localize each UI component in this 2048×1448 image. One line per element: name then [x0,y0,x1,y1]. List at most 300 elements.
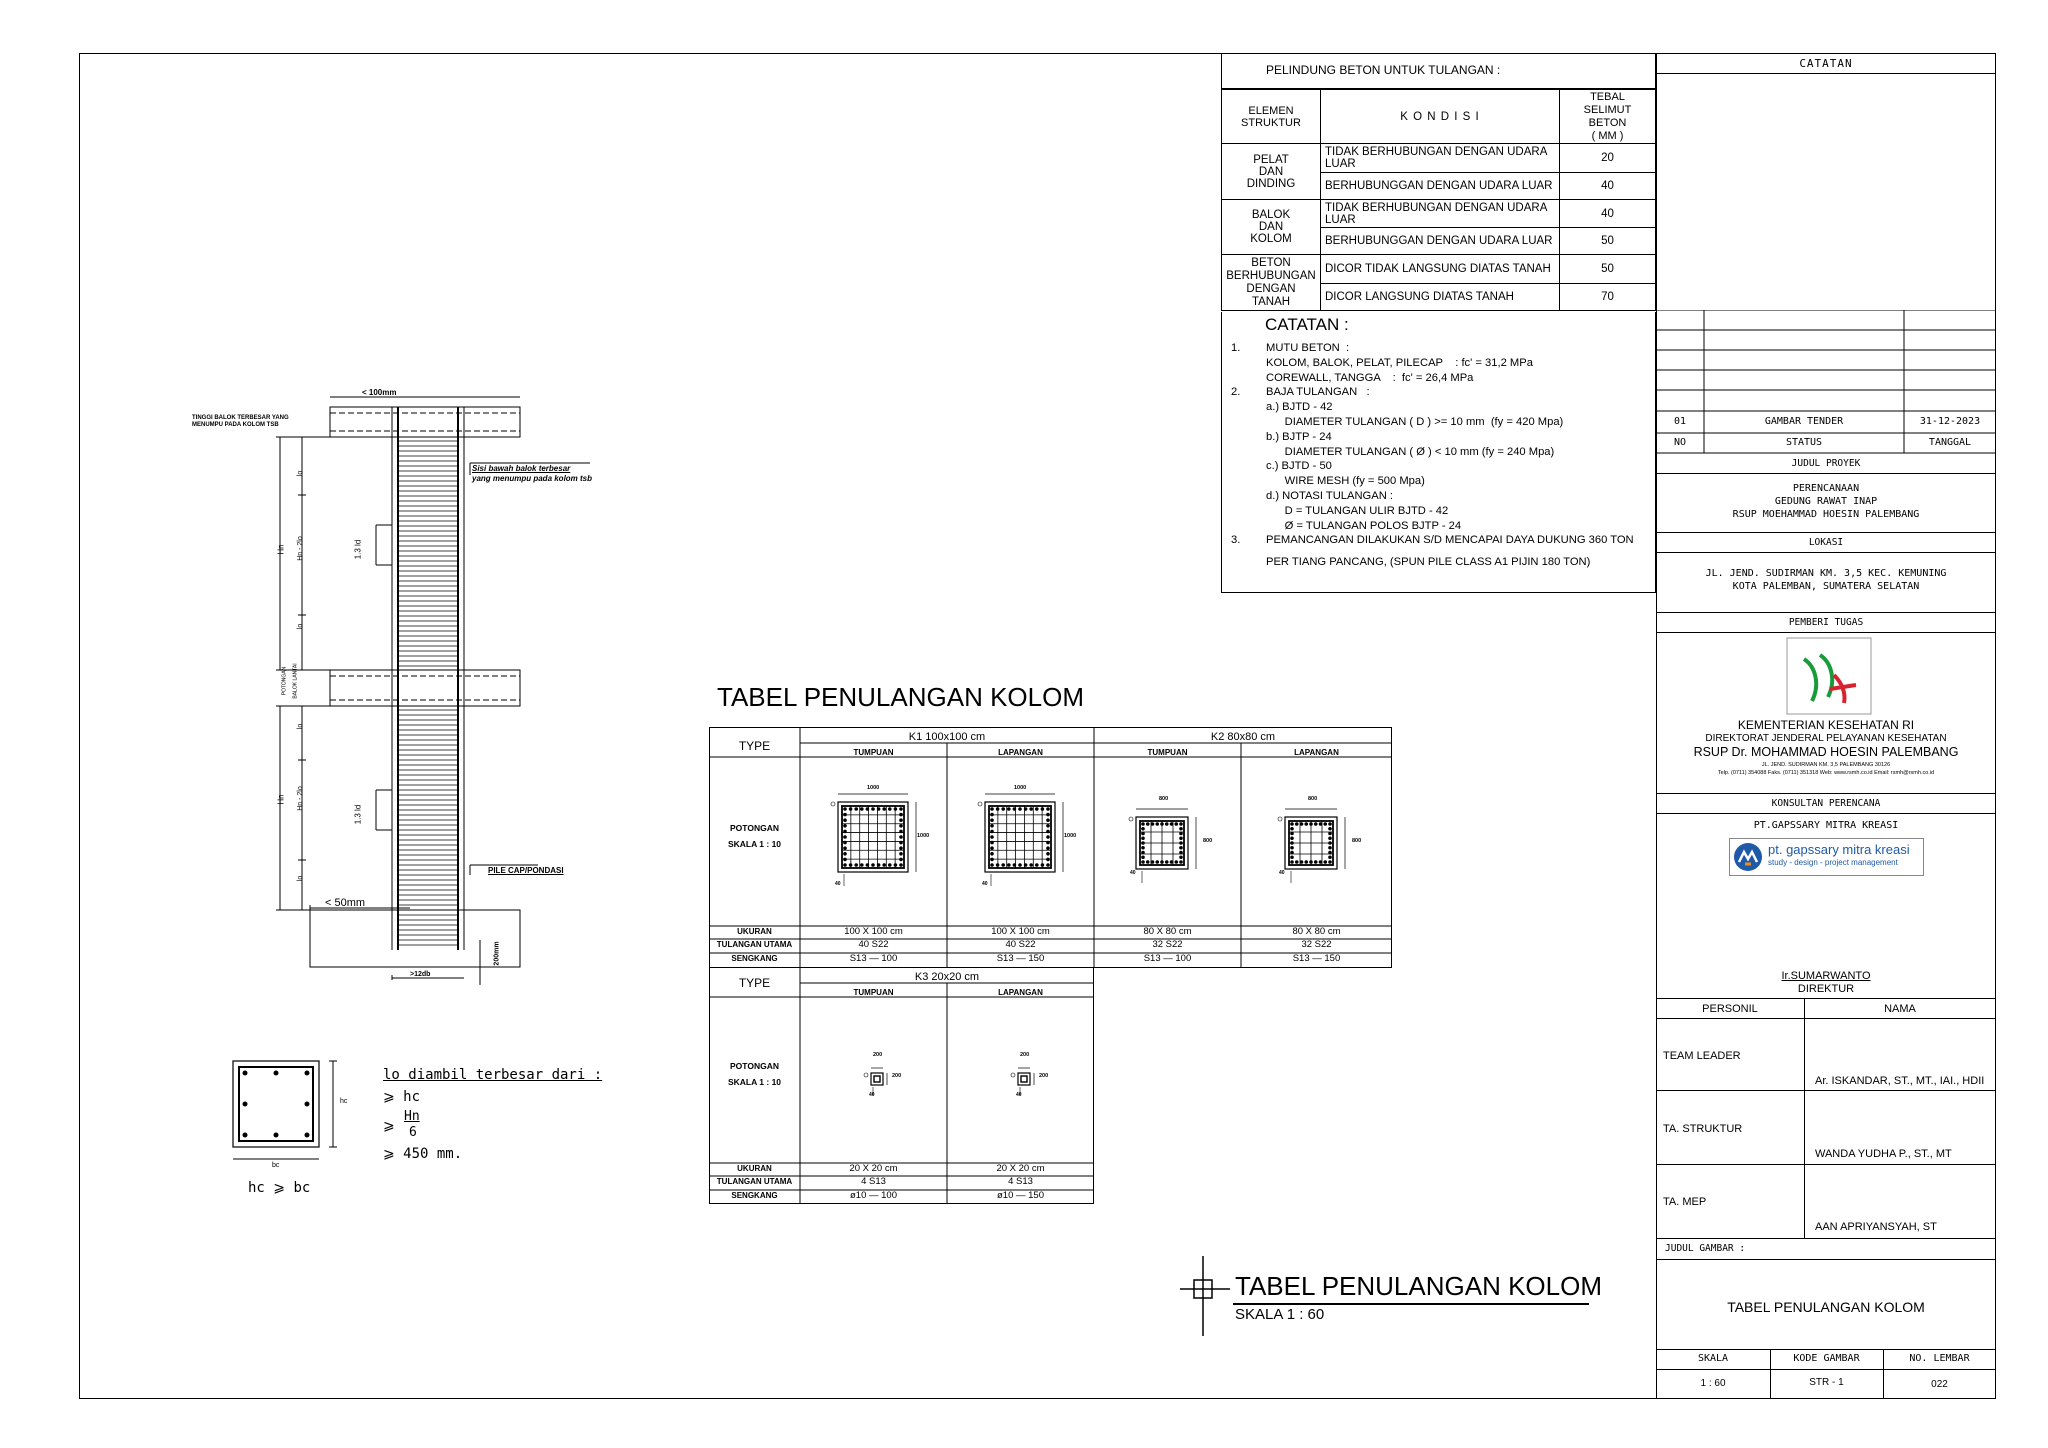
lo-label: lo [297,623,305,630]
kode-label: KODE GAMBAR [1793,1353,1860,1364]
section-bar [996,807,1000,811]
cover-table-title: PELINDUNG BETON UNTUK TULANGAN : [1266,63,1501,77]
section-bar [1319,822,1323,826]
section-bar [1179,860,1183,864]
cover-mark: 40 [1016,1092,1022,1098]
section-bar [899,852,903,856]
k3-ukuran: 20 X 20 cm [849,1163,898,1174]
note-line: KOLOM, BALOK, PELAT, PILECAP : fc' = 31,2 MPa [1266,356,1533,369]
note-line: c.) BJTD - 50 [1266,460,1332,473]
cover-condition: TIDAK BERHUBUNGAN DENGAN UDARA LUAR [1321,144,1560,172]
personnel-role: TA. MEP [1663,1196,1707,1208]
lo-rule-3: ⩾ 450 mm. [383,1146,463,1162]
hc-bc-relation: hc ⩾ bc [248,1180,311,1196]
section-bar [843,846,847,850]
k3-sengkang: ø10 — 150 [997,1190,1044,1201]
section-bar [990,835,994,839]
k1-dim-side: 1000 [917,833,930,839]
section-bar [1179,855,1183,859]
judul-proyek-line: RSUP MOEHAMMAD HOESIN PALEMBANG [1732,509,1920,520]
section-bar [1046,841,1050,845]
section-bar [843,813,847,817]
k2-sengkang: S13 — 150 [1292,953,1341,964]
skala-label: SKALA [1697,1353,1729,1364]
cover-value: 70 [1560,283,1656,310]
section-bar [990,830,994,834]
section-bar [1295,822,1299,826]
section-bar [1304,860,1308,864]
section-bar [1141,860,1145,864]
ld-label: 1.3 ld [353,539,363,560]
k2-dim-top: 800 [1159,796,1169,802]
section-bar [1323,860,1327,864]
section-stirrup [842,806,904,868]
section-bar [899,835,903,839]
drawing-title-marker [1180,1256,1230,1336]
section-bar [843,841,847,845]
pemberi-line: RSUP Dr. MOHAMMAD HOESIN PALEMBANG [1693,745,1959,759]
personnel-name: AAN APRIYANSYAH, ST [1815,1221,1937,1233]
cover-condition: BERHUBUNGGAN DENGAN UDARA LUAR [1321,228,1560,255]
section-bar [996,863,1000,867]
section-bar [1179,832,1183,836]
personnel-name: Ar. ISKANDAR, ST., MT., IAI., HDII [1815,1075,1985,1087]
lo-label: lo [297,875,305,882]
k1-utama: 40 S22 [1005,939,1036,950]
section-bar [882,807,886,811]
lo-rule-1: ⩾ hc [383,1089,421,1105]
section-bar [843,863,847,867]
section-bar [1300,822,1304,826]
lokasi-line: JL. JEND. SUDIRMAN KM. 3,5 KEC. KEMUNING [1705,568,1947,579]
cover-value: 40 [1560,172,1656,199]
director-name: Ir.SUMARWANTO [1781,970,1871,982]
k1-lapangan: LAPANGAN [998,748,1043,757]
section-bar [899,858,903,862]
revision-grid [1656,310,1996,454]
section-bar [1046,830,1050,834]
section-bar [1007,863,1011,867]
cover-header-element: ELEMEN STRUKTUR [1222,90,1321,144]
section-bar [1046,818,1050,822]
row-label-sengkang: SENGKANG [731,1191,778,1200]
k2-name: K2 80x80 cm [1210,731,1276,743]
director-title: DIREKTUR [1797,983,1855,995]
ld-label: 1.3 ld [353,804,363,825]
section-bar [899,813,903,817]
k2-utama: 32 S22 [1152,939,1183,950]
anchor-label: >12db [410,971,431,978]
pemberi-address: Telp. (0711) 354088 Faks. (0711) 351318 Web: www.rsmh.co.id Email: rsmh@rsmh.co.id [1717,770,1935,776]
bottom-label: < 50mm [325,897,366,909]
k1-sengkang: S13 — 100 [849,953,898,964]
revision-h-date: TANGGAL [1928,437,1972,448]
drawing-scale: SKALA 1 : 60 [1235,1306,1325,1323]
revision-h-status: STATUS [1785,437,1823,448]
section-outline [871,1073,883,1085]
k2-lapangan: LAPANGAN [1294,748,1339,757]
section-bar [1328,855,1332,859]
judul-proyek-label: JUDUL PROYEK [1791,458,1861,469]
section-bar [1146,822,1150,826]
judul-gambar-label: JUDUL GAMBAR : [1665,1243,1746,1254]
cover-value: 50 [1560,228,1656,255]
personnel-name: WANDA YUDHA P., ST., MT [1815,1148,1952,1160]
section-bar [843,835,847,839]
section-outline [838,802,908,872]
section-bar [1314,822,1318,826]
section-bar [1328,860,1332,864]
k2-dim-side: 800 [1203,838,1213,844]
skala-section-label: SKALA 1 : 10 [727,839,782,849]
note-line: DIAMETER TULANGAN ( Ø ) < 10 mm (fy = 240 Mpa) [1266,445,1555,458]
pemberi-line: KEMENTERIAN KESEHATAN RI [1737,718,1915,732]
cover-condition: DICOR TIDAK LANGSUNG DIATAS TANAH [1321,255,1560,283]
section-bar [1007,807,1011,811]
judul-proyek-line: PERENCANAAN [1792,483,1860,494]
skala-section-label: SKALA 1 : 10 [727,1077,782,1087]
hn-2lo-label: Hn - 2lo [296,786,304,811]
k1-ukuran: 100 X 100 cm [991,926,1050,937]
catatan-header: CATATAN [1799,57,1853,70]
k1-dim-top: 1000 [1014,785,1027,791]
type-label: TYPE [738,976,771,990]
section-bar [1018,807,1022,811]
section-bar [1141,846,1145,850]
section-bar [1290,860,1294,864]
section-bar [1328,851,1332,855]
section-bar [894,807,898,811]
note-line: d.) NOTASI TULANGAN : [1266,490,1394,502]
drawing-title: TABEL PENULANGAN KOLOM [1235,1271,1602,1301]
mid-beam-label: POTONGAN [281,666,288,696]
section-bar [1001,863,1005,867]
potongan-label: POTONGAN [730,823,779,833]
gapssary-mark-icon [1733,842,1763,872]
notes-title: CATATAN : [1265,315,1349,334]
section-bar [1328,846,1332,850]
cover-value: 40 [1560,199,1656,227]
section-bar [1160,860,1164,864]
cover-mark: 40 [869,1092,875,1098]
section-bar [1179,851,1183,855]
section-bar [1046,852,1050,856]
section-bar [1029,863,1033,867]
section-bar [1290,841,1294,845]
k1-utama: 40 S22 [858,939,889,950]
k3-utama: 4 S13 [1008,1176,1033,1187]
k3-sengkang: ø10 — 100 [850,1190,897,1201]
section-bar [843,807,847,811]
section-bar [899,824,903,828]
section-bar [871,863,875,867]
section-bar [1035,807,1039,811]
section-bar [1179,836,1183,840]
section-bar [1013,863,1017,867]
section-bar [990,841,994,845]
cover-header-condition: K O N D I S I [1321,90,1560,144]
judul-proyek-line: GEDUNG RAWAT INAP [1774,496,1878,507]
section-bar [899,863,903,867]
note-line: WIRE MESH (fy = 500 Mpa) [1266,475,1425,488]
section-bar [1141,836,1145,840]
cover-element: BALOK DAN KOLOM [1222,199,1321,254]
section-bar [843,830,847,834]
section-bar [899,830,903,834]
section-bar [1179,822,1183,826]
judul-gambar: TABEL PENULANGAN KOLOM [1727,1299,1925,1315]
section-bar [854,863,858,867]
section-bar [1013,807,1017,811]
k3-dim-top: 200 [1020,1052,1030,1058]
cover-condition: BERHUBUNGGAN DENGAN UDARA LUAR [1321,172,1560,199]
section-bar [1290,851,1294,855]
section-bar [1141,822,1145,826]
pemberi-label: PEMBERI TUGAS [1788,617,1864,628]
section-bar [1160,822,1164,826]
section-bar [1151,860,1155,864]
side-note: yang menumpu pada kolom tsb [472,474,593,483]
k1-name: K1 100x100 cm [908,731,986,743]
section-bar [1290,822,1294,826]
section-bar [1179,846,1183,850]
top-label: < 100mm [362,388,397,397]
section-bar [1174,822,1178,826]
section-bar [1001,807,1005,811]
section-bar [849,807,853,811]
section-bar [990,807,994,811]
cover-protection-table [1221,53,1656,308]
section-bar [843,824,847,828]
section-bar [1155,822,1159,826]
table-title: TABEL PENULANGAN KOLOM [717,682,1084,712]
k1-tumpuan: TUMPUAN [853,748,894,757]
k2-sengkang: S13 — 100 [1143,953,1192,964]
section-bar [1024,863,1028,867]
section-bar [877,807,881,811]
section-bar [1046,846,1050,850]
section-bar [1018,863,1022,867]
section-bar [990,824,994,828]
section-bar [866,807,870,811]
note-line: 2. BAJA TULANGAN : [1231,386,1370,399]
section-bar [1179,827,1183,831]
k2-utama: 32 S22 [1301,939,1332,950]
note-line: 1. MUTU BETON : [1231,342,1350,354]
section-bar [849,863,853,867]
cover-mark: 40 [1279,870,1285,876]
section-bar [1328,822,1332,826]
section-marker [978,802,982,806]
section-bar [1328,832,1332,836]
revision-status: GAMBAR TENDER [1764,416,1844,427]
section-bar [866,863,870,867]
potongan-label: POTONGAN [730,1061,779,1071]
section-bar [1046,824,1050,828]
hc-label: hc [340,1098,348,1105]
type-label: TYPE [738,739,771,753]
row-label-sengkang: SENGKANG [731,954,778,963]
section-stirrup [989,806,1051,868]
revision-date: 31-12-2023 [1919,416,1981,427]
k1-dim-side: 1000 [1064,833,1077,839]
section-bar [1309,860,1313,864]
section-bar [1046,863,1050,867]
cover-mark: 40 [835,881,841,887]
section-bar [899,818,903,822]
section-bar [1024,807,1028,811]
section-bar [860,863,864,867]
section-bar [899,807,903,811]
skala-value: 1 : 60 [1700,1378,1726,1389]
lembar-label: NO. LEMBAR [1909,1353,1970,1364]
note-line: COREWALL, TANGGA : fc' = 26,4 MPa [1266,371,1474,384]
k3-dim-top: 200 [873,1052,883,1058]
lokasi-label: LOKASI [1808,537,1844,548]
lokasi-line: KOTA PALEMBAN, SUMATERA SELATAN [1732,581,1920,592]
section-bar [1290,846,1294,850]
section-bar [843,852,847,856]
nama-header: NAMA [1884,1003,1916,1015]
lo-rule-2-num: Hn [404,1109,420,1124]
konsultan-label: KONSULTAN PERENCANA [1771,798,1881,809]
section-bar [1155,860,1159,864]
section-bar [1328,827,1332,831]
note-line: D = TULANGAN ULIR BJTD - 42 [1266,504,1449,517]
section-bar [1319,860,1323,864]
cover-element: BETON BERHUBUNGAN DENGAN TANAH [1222,255,1321,311]
row-label-ukuran: UKURAN [737,1164,772,1173]
base-dim-label: 200mm [493,941,501,966]
section-bar [1290,836,1294,840]
section-bar [990,863,994,867]
pemberi-line: DIREKTORAT JENDERAL PELAYANAN KESEHATAN [1705,733,1947,744]
column-sections [709,727,1393,1205]
row-label-utama: TULANGAN UTAMA [716,1177,793,1186]
lo-label: lo [297,723,305,730]
hn-2lo-label: Hn - 2lo [296,536,304,561]
section-bar [1295,860,1299,864]
section-outline [1018,1073,1030,1085]
section-bar [1290,827,1294,831]
pile-cap-label: PILE CAP/PONDASI [488,866,564,875]
pemberi-address: JL. JEND. SUDIRMAN KM. 3,5 PALEMBANG 30126 [1761,762,1891,768]
section-bar [899,841,903,845]
section-bar [1179,841,1183,845]
kode-value: STR - 1 [1809,1377,1844,1388]
section-bar [1041,807,1045,811]
section-bar [871,807,875,811]
section-bar [888,807,892,811]
cover-mark: 40 [982,881,988,887]
section-outline [985,802,1055,872]
section-bar [990,846,994,850]
k2-dim-side: 800 [1352,838,1362,844]
section-bar [1300,860,1304,864]
konsultan-name: PT.GAPSSARY MITRA KREASI [1753,820,1899,831]
lo-rule-2-sym: ⩾ [383,1118,395,1134]
personil-header: PERSONIL [1702,1003,1758,1015]
mid-beam-label: BALOK LANTAI [292,663,299,699]
section-bar [990,852,994,856]
section-bar [843,858,847,862]
personnel-role: TA. STRUKTUR [1663,1123,1743,1135]
k3-utama: 4 S13 [861,1176,886,1187]
note-line: PER TIANG PANCANG, (SPUN PILE CLASS A1 PIJIN 180 TON) [1266,556,1591,569]
section-bar [1035,863,1039,867]
k2-ukuran: 80 X 80 cm [1292,926,1341,937]
section-bar [1141,841,1145,845]
section-bar [860,807,864,811]
cover-condition: TIDAK BERHUBUNGAN DENGAN UDARA LUAR [1321,199,1560,227]
note-line: Ø = TULANGAN POLOS BJTP - 24 [1266,519,1462,532]
section-marker [1278,817,1282,821]
section-bar [843,818,847,822]
note-line: DIAMETER TULANGAN ( D ) >= 10 mm (fy = 420 Mpa) [1266,416,1564,428]
k3-ukuran: 20 X 20 cm [996,1163,1045,1174]
cover-condition: DICOR LANGSUNG DIATAS TANAH [1321,283,1560,310]
cover-value: 20 [1560,144,1656,172]
kemenkes-logo [1786,637,1872,715]
section-bar [882,863,886,867]
section-bar [1165,860,1169,864]
k3-name: K3 20x20 cm [914,971,980,983]
section-bar [1304,822,1308,826]
section-bar [899,846,903,850]
section-bar [1041,863,1045,867]
note-line: b.) BJTP - 24 [1266,430,1332,443]
cover-mark: 40 [1130,870,1136,876]
section-bar [990,858,994,862]
beam-note: TINGGI BALOK TERBESAR YANG [192,415,289,421]
section-bar [1290,832,1294,836]
k3-lapangan: LAPANGAN [998,988,1043,997]
section-bar [1046,858,1050,862]
revision-h-no: NO [1673,437,1687,448]
section-stirrup [874,1076,880,1082]
section-bar [1146,860,1150,864]
revision-no: 01 [1673,416,1687,427]
section-marker [864,1073,868,1077]
section-bar [1141,827,1145,831]
konsultan-logo-sub: study - design - project management [1768,858,1898,867]
section-bar [1309,822,1313,826]
side-note: Sisi bawah balok terbesar [472,464,571,473]
k2-tumpuan: TUMPUAN [1147,748,1188,757]
hn-label: Hn [276,794,286,805]
section-bar [894,863,898,867]
k3-dim-side: 200 [892,1073,902,1079]
hn-label: Hn [276,544,286,555]
section-marker [1129,817,1133,821]
section-bar [1328,841,1332,845]
k1-dim-top: 1000 [867,785,880,791]
cover-value: 50 [1560,255,1656,283]
k2-dim-top: 800 [1308,796,1318,802]
lembar-value: 022 [1931,1379,1948,1390]
lo-label: lo [297,470,305,477]
cover-header-thickness: TEBAL SELIMUT BETON ( MM ) [1560,90,1656,144]
note-line: 3. PEMANCANGAN DILAKUKAN S/D MENCAPAI DAYA DUKUNG 360 TON [1231,534,1634,547]
section-bar [1170,822,1174,826]
beam-note: MENUMPU PADA KOLOM TSB [192,422,279,428]
k1-ukuran: 100 X 100 cm [844,926,903,937]
section-bar [1314,860,1318,864]
section-bar [854,807,858,811]
section-bar [877,863,881,867]
lo-rule-2-den: 6 [409,1125,417,1140]
section-bar [1141,851,1145,855]
